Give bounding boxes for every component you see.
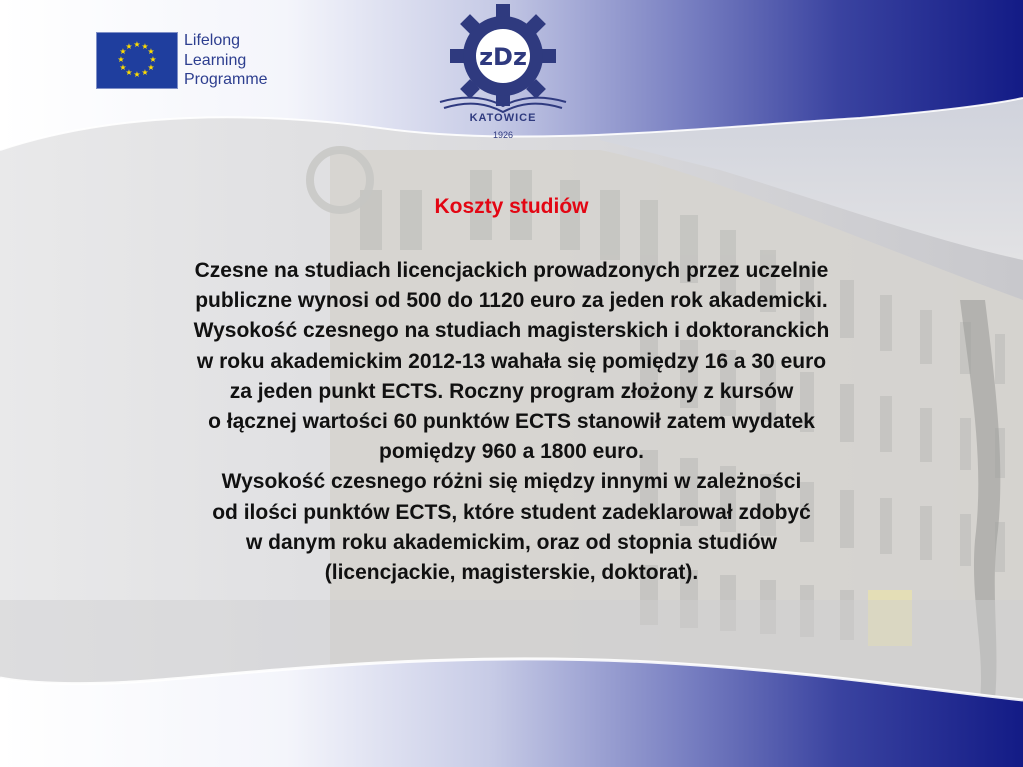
body-line: w roku akademickim 2012-13 wahała się pomiędzy 16 a 30 euro xyxy=(196,349,827,373)
eu-programme-name xyxy=(184,31,268,90)
eu-text-line: Lifelong xyxy=(184,32,241,49)
lifelong-learning-logo xyxy=(96,29,286,91)
eu-flag-icon xyxy=(96,32,178,89)
svg-text:★: ★ xyxy=(133,40,141,49)
zdz-katowice-logo xyxy=(438,2,568,147)
svg-text:★: ★ xyxy=(147,63,155,72)
body-line: o łącznej wartości 60 punktów ECTS stanowił zatem wydatek xyxy=(208,410,815,434)
gear-book-icon xyxy=(438,2,568,114)
svg-text:★: ★ xyxy=(119,63,127,72)
body-line: w danym roku akademickim, oraz od stopnia studiów xyxy=(246,530,777,554)
zdz-monogram: zDz xyxy=(479,43,527,71)
body-line: Wysokość czesnego różni się między innymi w zależności xyxy=(221,470,802,494)
body-line: Czesne na studiach licencjackich prowadzonych przez uczelnie xyxy=(194,259,829,282)
svg-text:★: ★ xyxy=(133,70,141,79)
eu-text-line: Learning xyxy=(184,51,247,69)
svg-text:★: ★ xyxy=(119,47,127,56)
svg-text:★: ★ xyxy=(147,47,155,56)
eu-text-line: Programme xyxy=(184,71,268,88)
svg-text:★: ★ xyxy=(125,42,133,51)
body-line: za jeden punkt ECTS. Roczny program złożony z kursów xyxy=(229,379,794,403)
slide-body xyxy=(60,256,963,588)
zdz-year: 1926 xyxy=(492,130,514,140)
zdz-city: KATOWICE xyxy=(469,112,537,124)
svg-text:★: ★ xyxy=(149,55,157,64)
body-line: publiczne wynosi od 500 do 1120 euro za jeden rok akademicki. xyxy=(195,289,828,313)
svg-text:★: ★ xyxy=(125,68,133,77)
svg-text:★: ★ xyxy=(117,55,125,64)
body-line: (licencjackie, magisterskie, doktorat). xyxy=(324,561,699,585)
body-line: pomiędzy 960 a 1800 euro. xyxy=(379,440,644,464)
svg-text:★: ★ xyxy=(141,68,149,77)
svg-text:★: ★ xyxy=(141,42,149,51)
slide-title: Koszty studiów xyxy=(434,195,589,218)
body-line: Wysokość czesnego na studiach magisterskich i doktoranckich xyxy=(193,319,830,343)
body-line: od ilości punktów ECTS, które student zadeklarował zdobyć xyxy=(212,500,811,524)
